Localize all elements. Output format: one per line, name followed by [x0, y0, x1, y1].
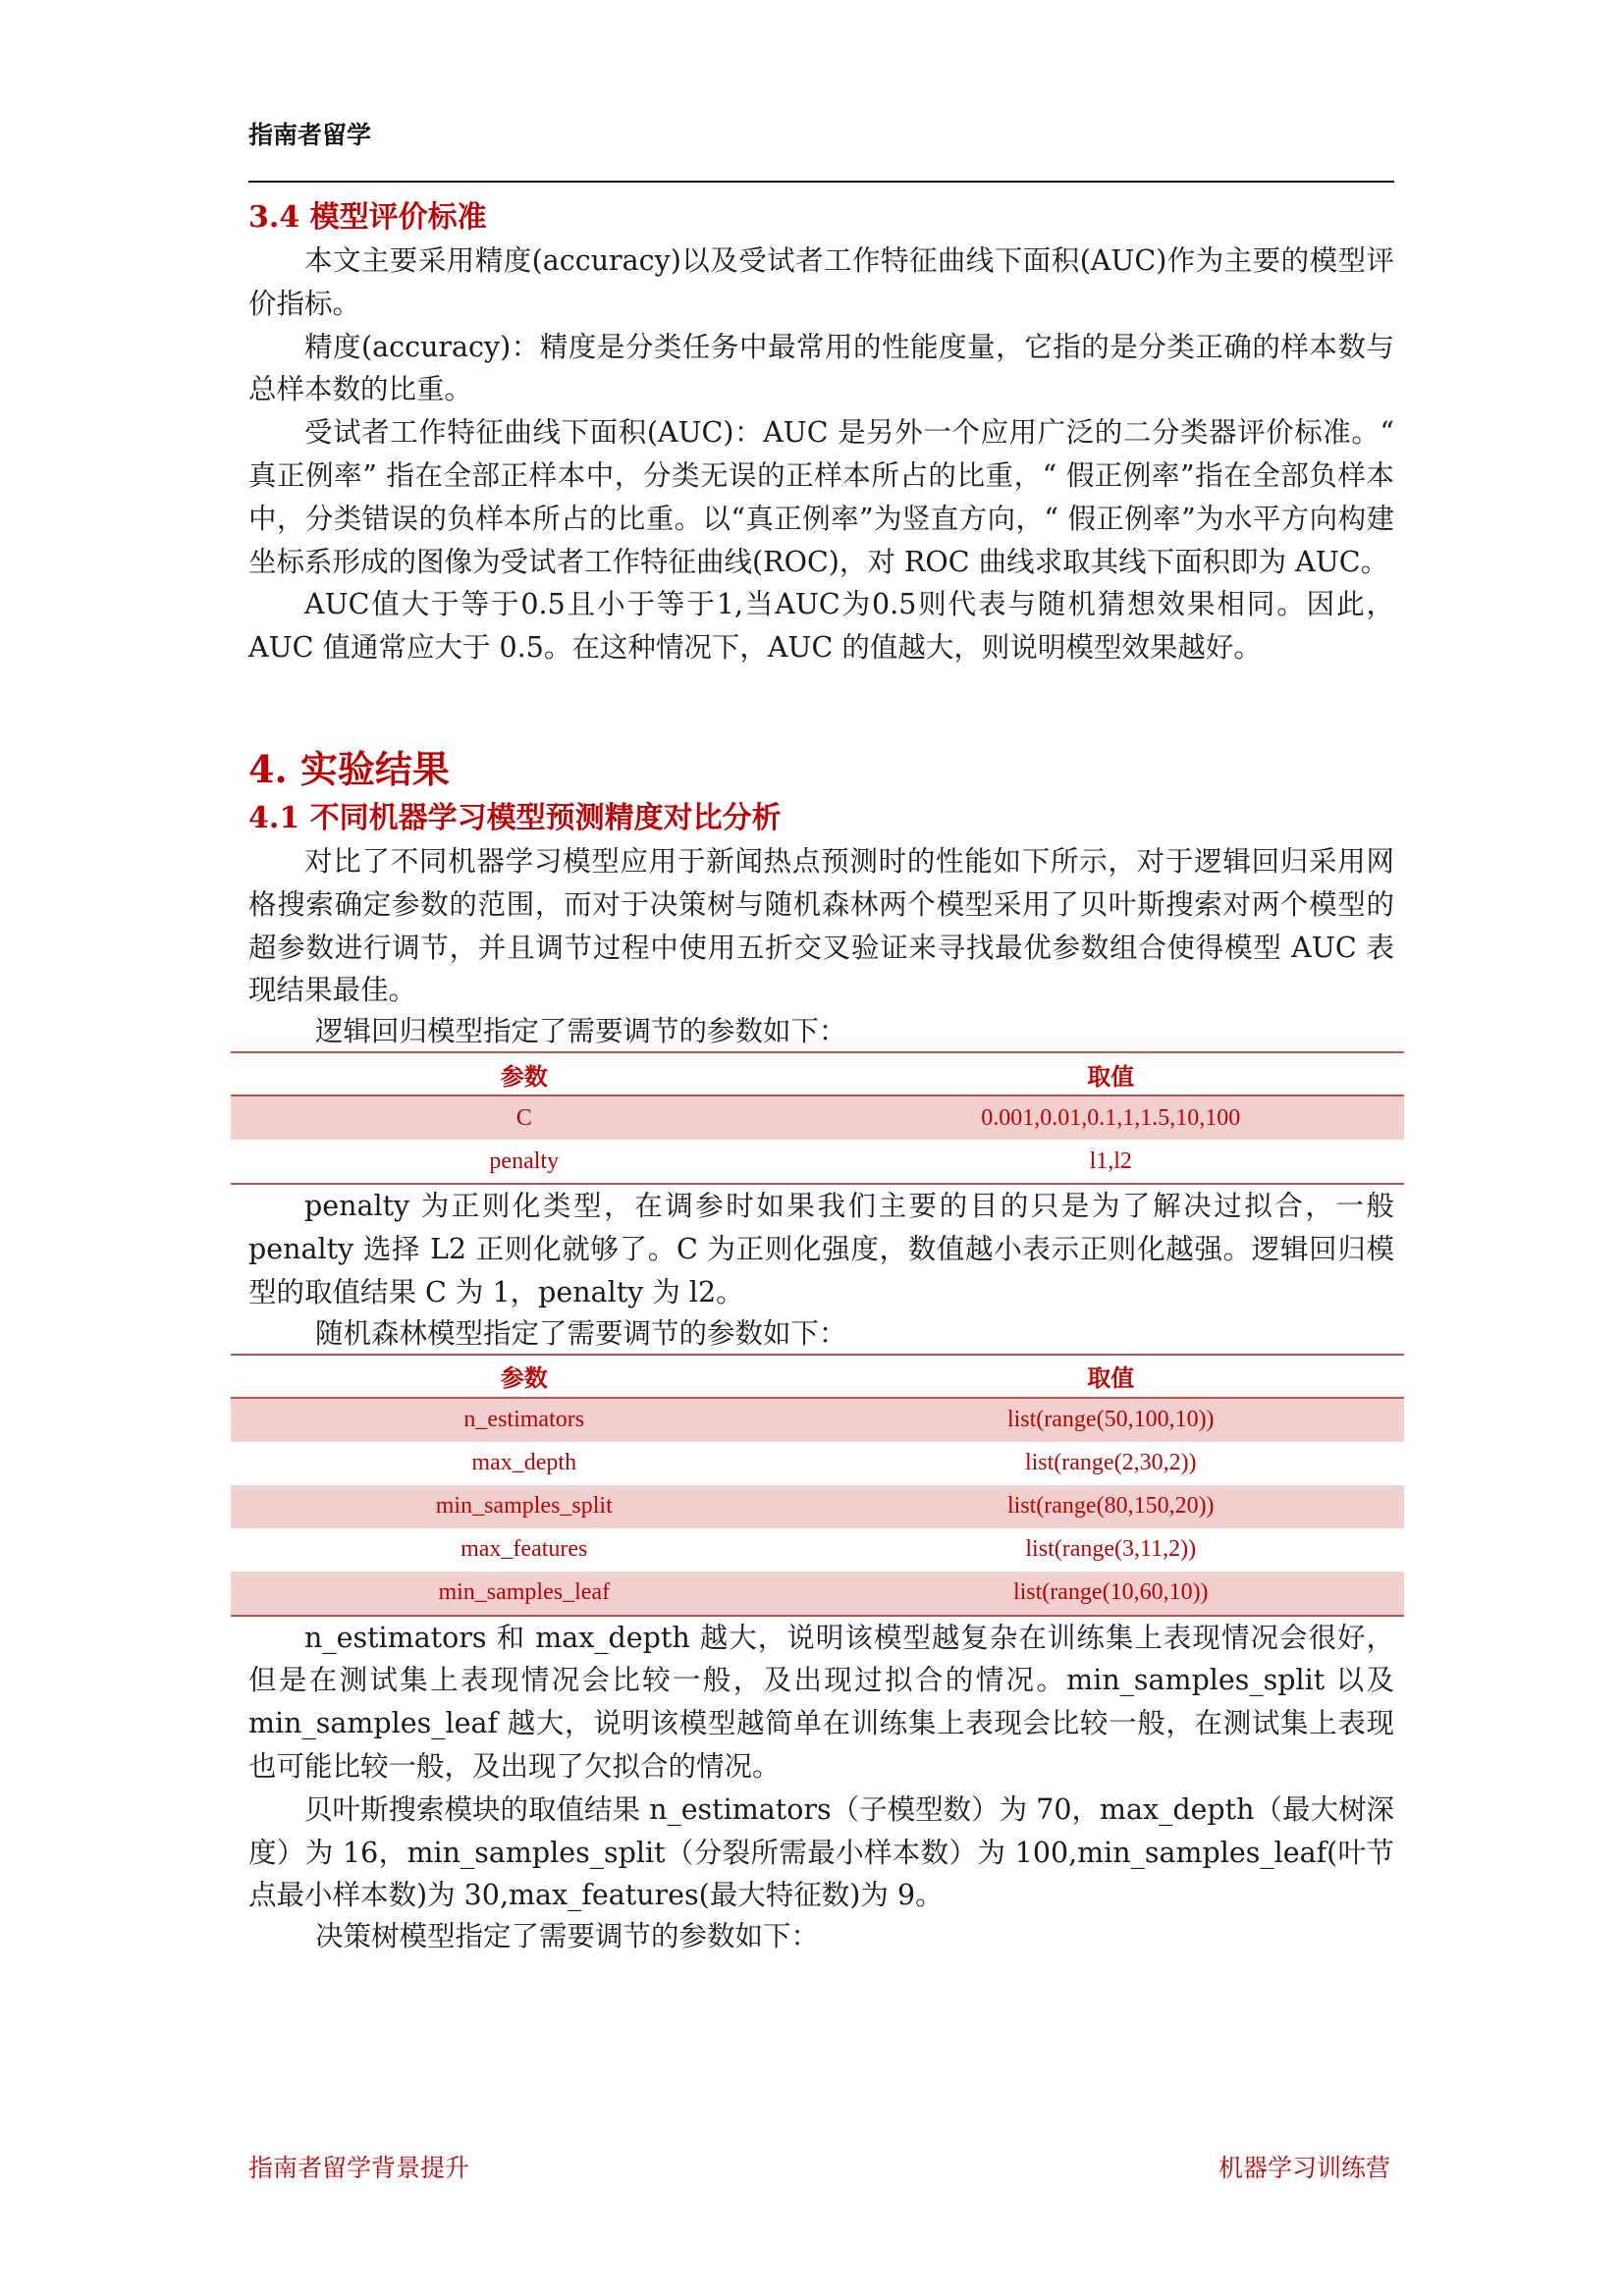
column-header-param: 参数	[231, 1355, 818, 1398]
param-cell: C	[231, 1095, 818, 1140]
table-row	[231, 1140, 1404, 1184]
section-spacer	[248, 669, 1394, 742]
rf-table-caption: 随机森林模型指定了需要调节的参数如下：	[315, 1316, 847, 1350]
sec34-para-1: 本文主要采用精度(accuracy)以及受试者工作特征曲线下面积(AUC)作为主要的模型评价指标。	[248, 244, 1394, 320]
section-4-heading: 4. 实验结果	[248, 746, 450, 791]
column-header-value: 取值	[818, 1052, 1405, 1095]
value-cell: list(range(3,11,2))	[1025, 1536, 1197, 1563]
footer-right-text: 机器学习训练营	[1218, 2154, 1390, 2182]
value-cell: list(range(50,100,10))	[818, 1398, 1405, 1442]
table-header-row	[231, 1052, 1404, 1095]
table-row	[231, 1485, 1404, 1528]
section-4-1-heading: 4.1 不同机器学习模型预测精度对比分析	[248, 800, 782, 835]
value-cell: 0.001,0.01,0.1,1,1.5,10,100	[818, 1095, 1405, 1140]
param-cell: max_depth	[471, 1450, 577, 1476]
header-title: 指南者留学	[248, 121, 372, 149]
param-cell: min_samples_split	[231, 1485, 818, 1528]
sec34-para-4: AUC值大于等于0.5且小于等于1,当AUC为0.5则代表与随机猜想效果相同。因此，AUC 值通常应大于 0.5。在这种情况下，AUC 的值越大，则说明模型效果越好。	[248, 588, 1394, 665]
sec34-para-3: 受试者工作特征曲线下面积(AUC)：AUC 是另外一个应用广泛的二分类器评价标准。“ 真正例率” 指在全部正样本中，分类无误的正样本所占的比重，“ 假正例率”指在全部负样本中，分类错误的负样本所占的比重。以“真正例率”为竖直方向，“ 假正例率”为水平方向构建坐标系形成的图像为受试者工作特征曲线(ROC)，对 ROC 曲线求取其线下面积即为 AUC。	[248, 416, 1394, 578]
table-header-row	[231, 1355, 1404, 1398]
table-row	[231, 1528, 1404, 1572]
sec41-para-3: n_estimators 和 max_depth 越大，说明该模型越复杂在训练集上表现情况会很好，但是在测试集上表现情况会比较一般，及出现过拟合的情况。min_samples_split 以及 min_samples_leaf 越大，说明该模型越简单在训练集上表现会比较一般，在测试集上表现也可能比较一般，及出现了欠拟合的情况。	[248, 1621, 1394, 1783]
sec34-para-2: 精度(accuracy)：精度是分类任务中最常用的性能度量，它指的是分类正确的样本数与总样本数的比重。	[248, 330, 1394, 406]
column-header-param: 参数	[231, 1052, 818, 1095]
sec41-para-1: 对比了不同机器学习模型应用于新闻热点预测时的性能如下所示，对于逻辑回归采用网格搜索确定参数的范围，而对于决策树与随机森林两个模型采用了贝叶斯搜索对两个模型的超参数进行调节，并且调节过程中使用五折交叉验证来寻找最优参数组合使得模型 AUC 表现结果最佳。	[248, 844, 1394, 1007]
value-cell: list(range(80,150,20))	[818, 1485, 1405, 1528]
footer-left-text: 指南者留学背景提升	[248, 2154, 470, 2182]
value-cell: list(range(2,30,2))	[1024, 1450, 1197, 1476]
lr-table-caption: 逻辑回归模型指定了需要调节的参数如下：	[315, 1015, 847, 1048]
lr-param-table	[231, 1051, 1404, 1185]
table-row	[231, 1398, 1404, 1442]
table-row	[231, 1572, 1404, 1616]
param-cell: penalty	[489, 1148, 560, 1174]
section-3-4-heading: 3.4 模型评价标准	[248, 200, 487, 235]
value-cell: l1,l2	[1089, 1148, 1132, 1174]
sec41-para-2: penalty 为正则化类型，在调参时如果我们主要的目的只是为了解决过拟合，一般 penalty 选择 L2 正则化就够了。C 为正则化强度，数值越小表示正则化越强。逻辑回归模型的取值结果 C 为 1，penalty 为 l2。	[248, 1190, 1394, 1308]
param-cell: min_samples_leaf	[231, 1572, 818, 1616]
column-header-value: 取值	[818, 1355, 1405, 1398]
dt-table-caption: 决策树模型指定了需要调节的参数如下：	[315, 1920, 820, 1953]
rf-param-table	[231, 1354, 1404, 1617]
value-cell: list(range(10,60,10))	[818, 1572, 1405, 1616]
param-cell: max_features	[460, 1536, 588, 1563]
sec41-para-4: 贝叶斯搜索模块的取值结果 n_estimators（子模型数）为 70，max_depth（最大树深度）为 16，min_samples_split（分裂所需最小样本数）为 100,min_samples_leaf(叶节点最小样本数)为 30,max_features(最大特征数)为 9。	[248, 1792, 1394, 1912]
param-cell: n_estimators	[231, 1398, 818, 1442]
header-rule	[248, 181, 1394, 183]
page-content	[248, 196, 1394, 1956]
table-row	[231, 1095, 1404, 1140]
table-row	[231, 1442, 1404, 1485]
